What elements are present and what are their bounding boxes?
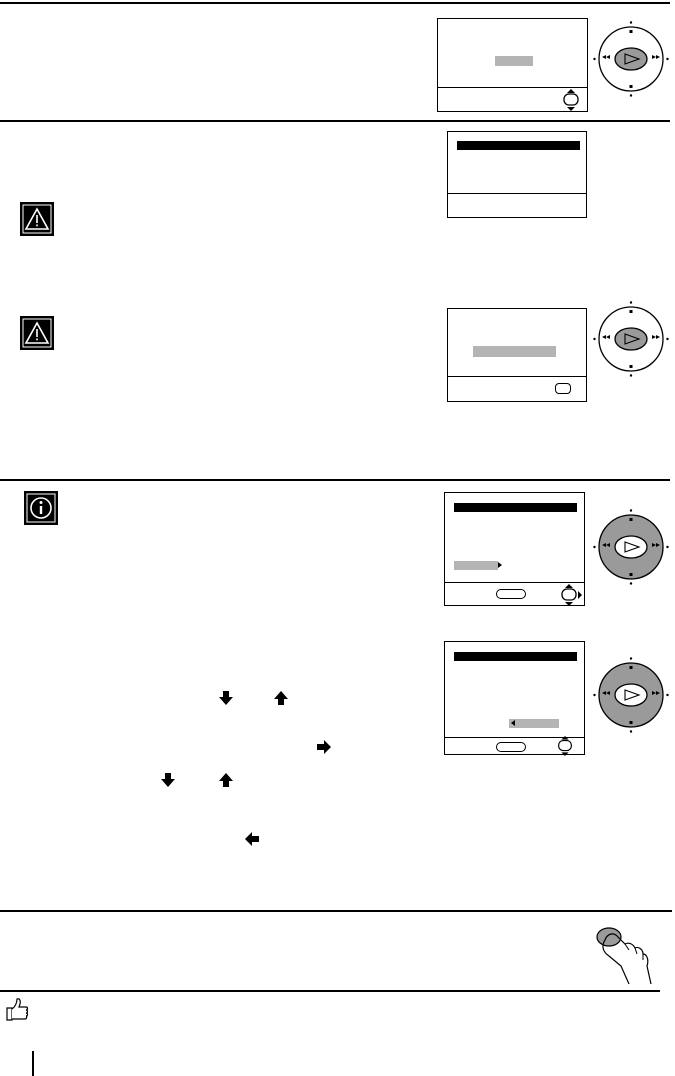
joystick-control-icon [592,300,670,378]
arrow-down-icon [160,772,176,788]
chevron-right-icon [498,562,502,568]
page-edge-marker [32,1051,34,1076]
osd-highlight-bar [454,561,498,570]
warning-triangle-icon [20,316,54,350]
osd-highlight-bar [495,56,533,66]
osd-ok-button-icon [496,742,526,752]
osd-title-bar [454,652,577,661]
section-rule-1 [0,120,670,122]
osd-ok-button-icon [555,383,571,394]
section-rule-4 [0,990,660,992]
arrow-up-icon [273,690,289,706]
osd-updown-button-icon [561,89,581,116]
joystick-control-icon [592,508,670,586]
osd-screen-4 [444,492,585,606]
osd-title-bar [454,503,577,512]
thumbs-up-icon [4,996,30,1027]
osd-title-bar [457,141,580,150]
info-i-icon [24,491,58,525]
arrow-down-icon [218,690,234,706]
top-rule [0,2,670,4]
arrow-right-icon [316,739,332,755]
chevron-left-icon [511,720,515,726]
hand-press-button-icon [591,918,653,991]
osd-nav-button-icon [559,584,585,611]
osd-divider [448,193,586,194]
section-rule-2 [0,479,670,481]
arrow-up-icon [218,772,234,788]
arrow-left-icon [244,831,260,847]
joystick-control-icon [592,20,670,98]
osd-screen-5 [444,641,585,755]
osd-ok-button-icon [496,589,526,599]
osd-updown-button-icon [555,736,575,761]
section-rule-3 [0,910,672,912]
osd-highlight-bar [473,346,556,357]
osd-screen-2 [447,131,587,218]
joystick-control-icon [592,656,670,734]
osd-divider [448,376,586,377]
osd-screen-3 [447,308,587,402]
osd-highlight-bar [509,719,559,728]
warning-triangle-icon [20,202,54,236]
osd-screen-1 [437,18,588,112]
